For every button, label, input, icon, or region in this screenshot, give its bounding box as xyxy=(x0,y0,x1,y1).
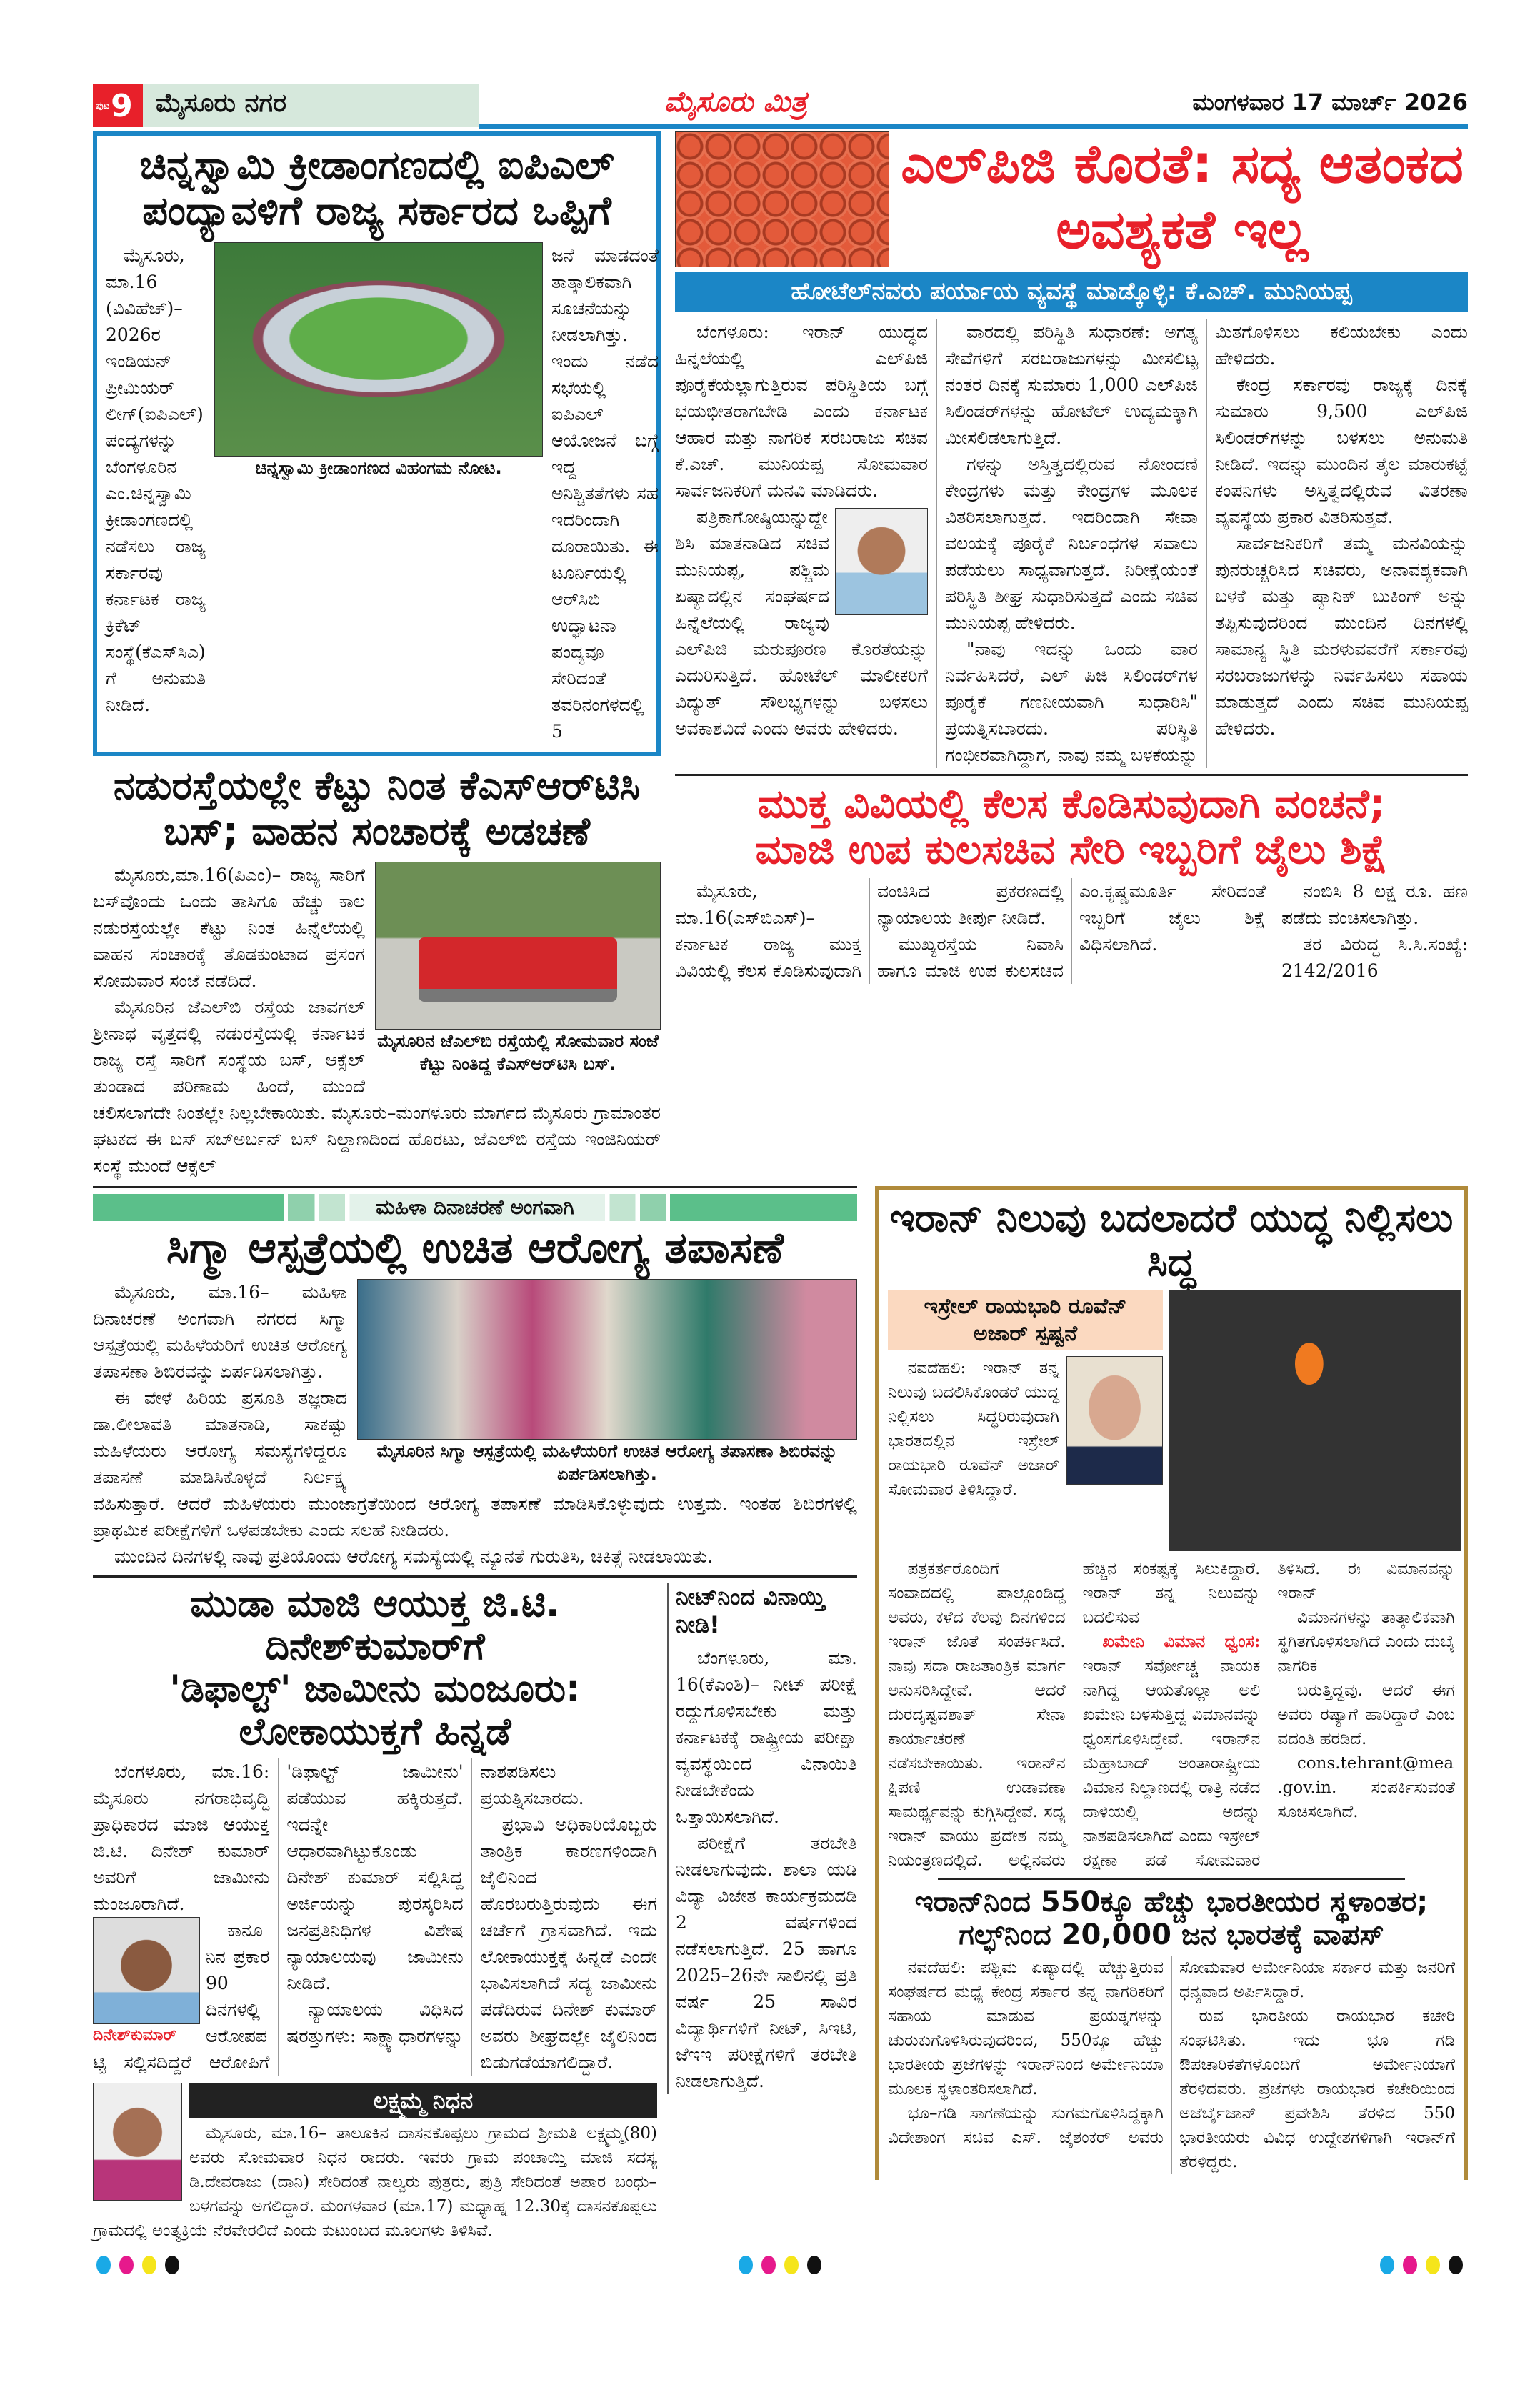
bus-headline: ನಡುರಸ್ತೆಯಲ್ಲೇ ಕೆಟ್ಟು ನಿಂತ ಕೆಎಸ್‌ಆರ್‌ಟಿಸಿ ಬಸ್; ವಾಹನ ಸಂಚಾರಕ್ಕೆ ಅಡಚಣೆ xyxy=(113,762,641,854)
page-number-badge xyxy=(93,84,143,127)
sigma-paragraph: ಮುಂದಿನ ದಿನಗಳಲ್ಲಿ ನಾವು ಪ್ರತಿಯೊಂದು ಆರೋಗ್ಯ ಸಮಸ್ಯೆಯಲ್ಲಿ ನ್ಯೂನತೆ ಗುರುತಿಸಿ, ಚಿಕಿತ್ಸೆ ನೀಡಲಾಯಿತು. xyxy=(114,1545,714,1567)
vv-paragraph: ನಂಬಿಸಿ 8 ಲಕ್ಷ ರೂ. ಹಣ ಪಡೆದು ವಂಚಿಸಲಾಗಿತ್ತು. xyxy=(1281,880,1468,928)
lpg-paragraph: ಸಾರ್ವಜನಿಕರಿಗೆ ತಮ್ಮ ಮನವಿಯನ್ನು ಪುನರುಚ್ಚರಿಸಿದ ಸಚಿವರು, ಅನಾವಶ್ಯಕವಾಗಿ ಬಳಕೆ ಮತ್ತು ಪ್ಯಾನಿಕ್ ಬುಕಿಂಗ್ ಅನ್ನು ತಪ್ಪಿಸುವುದರಿಂದ ಮುಂದಿನ ದಿನಗಳಲ್ಲಿ ಸಾಮಾನ್ಯ ಸ್ಥಿತಿ ಮರಳುವವರೆಗೆ ಸರ್ಕಾರವು ಸರಬರಾಜುಗಳನ್ನು ನಿರ್ವಹಿಸಲು ಸಹಾಯ ಮಾಡುತ್ತದೆ ಎಂದು ಸಚಿವ ಮುನಿಯಪ್ಪ ಹೇಳಿದರು. xyxy=(1215,533,1468,739)
lpg-headline: ಎಲ್‌ಪಿಜಿ ಕೊರತೆ: ಸದ್ಯ ಆತಂಕದ ಅವಶ್ಯಕತೆ ಇಲ್ಲ xyxy=(901,134,1464,261)
divider xyxy=(675,774,1468,776)
sigma-paragraph: ಮೈಸೂರು, ಮಾ.16– ಮಹಿಳಾ ದಿನಾಚರಣೆ ಅಂಗವಾಗಿ ನಗರದ ಸಿಗ್ಮಾ ಆಸ್ಪತ್ರೆಯಲ್ಲಿ ಮಹಿಳೆಯರಿಗೆ ಉಚಿತ ಆರೋಗ್ಯ ತಪಾಸಣಾ ಶಿಬಿರವನ್ನು ಏರ್ಪಡಿಸಲಾಗಿತ್ತು. xyxy=(93,1281,347,1382)
muda-paragraph: ನ್ಯಾಯಾಲಯ ವಿಧಿಸಿದ ಷರತ್ತುಗಳು: ಸಾಕ್ಷ್ಯಾಧಾರಗಳನ್ನು ನಾಶಪಡಿಸಲು ಪ್ರಯತ್ನಿಸಬಾರದು. xyxy=(286,1761,584,2046)
muda-headline-2: 'ಡಿಫಾಲ್ಟ್' ಜಾಮೀನು ಮಂಜೂರು: ಲೋಕಾಯುಕ್ತಗೆ ಹಿನ್ನಡೆ xyxy=(169,1668,581,1754)
obituary-title: ಲಕ್ಷ್ಮಮ್ಮ ನಿಧನ xyxy=(189,2083,657,2118)
neet-headline: ನೀಟ್‌ನಿಂದ ವಿನಾಯ್ತಿ ನೀಡಿ! xyxy=(676,1583,825,1638)
lpg-cylinders-photo xyxy=(675,131,889,267)
stadium-photo xyxy=(214,242,543,457)
evac-headline-2: ಗಲ್ಫ್‌ನಿಂದ 20,000 ಜನ ಭಾರತಕ್ಕೆ ವಾಪಸ್ xyxy=(959,1918,1384,1951)
muda-article xyxy=(93,1583,657,2243)
vv-paragraph: ಮೈಸೂರು, ಮಾ.16(ಎಸ್‌ಬಿಎಸ್)– ಕರ್ನಾಟಕ ರಾಜ್ಯ ಮುಕ್ತ ವಿವಿಯಲ್ಲಿ ಕೆಲಸ ಕೊಡಿಸುವುದಾಗಿ ವಂಚಿಸಿದ ಪ್ರಕರಣದಲ್ಲಿ ನ್ಯಾಯಾಲಯ ತೀರ್ಪು ನೀಡಿದೆ. xyxy=(675,880,1064,981)
evac-paragraph: ಭೂ–ಗಡಿ ಸಾಗಣೆಯನ್ನು ಸುಗಮಗೊಳಿಸಿದ್ದಕ್ಕಾಗಿ ವಿದೇಶಾಂಗ ಸಚಿವ ಎಸ್. ಜೈಶಂಕರ್ ಅವರು ಸೋಮವಾರ ಅರ್ಮೇನಿಯಾ ಸರ್ಕಾರ ಮತ್ತು ಜನರಿಗೆ ಧನ್ಯವಾದ ಅರ್ಪಿಸಿದ್ದಾರೆ. xyxy=(888,1958,1455,2147)
divider xyxy=(93,1186,857,1188)
evac-paragraph: ರುವ ಭಾರತೀಯ ರಾಯಭಾರ ಕಚೇರಿ ಸಂಘಟಿಸಿತು. ಇದು ಭೂ ಗಡಿ ಔಪಚಾರಿಕತೆಗಳೊಂದಿಗೆ ಅರ್ಮೇನಿಯಾಗೆ ತೆರಳಿದವರು. ಪ್ರಜೆಗಳು ರಾಯಭಾರ ಕಚೇರಿಯಿಂದ ಅಜೆರ್ಬೈಜಾನ್ ಪ್ರವೇಶಿಸಿ ತೆರಳಿದ 550 ಭಾರತೀಯರು ವಿವಿಧ ಉದ್ದೇಶಗಳಿಗಾಗಿ ಇರಾನ್‌ಗೆ ತೆರಳಿದ್ದರು. xyxy=(1179,2006,1455,2171)
newspaper-logo: ಮೈಸೂರು ಮಿತ್ರ xyxy=(664,86,807,119)
page-number: 9 xyxy=(111,87,133,124)
muda-paragraph: ಕಾನೂನಿನ ಪ್ರಕಾರ 90 ದಿನಗಳಲ್ಲಿ ಆರೋಪಪಟ್ಟಿ ಸಲ್ಲಿಸದಿದ್ದರೆ ಆರೋಪಿಗೆ 'ಡಿಫಾಲ್ಟ್ ಜಾಮೀನು' ಪಡೆಯುವ ಹಕ್ಕಿರುತ್ತದೆ. ಇದನ್ನೇ ಆಧಾರವಾಗಿಟ್ಟುಕೊಂಡು ದಿನೇಶ್ ಕುಮಾರ್ ಸಲ್ಲಿಸಿದ್ದ ಅರ್ಜಿಯನ್ನು ಪುರಸ್ಕರಿಸಿದ ಜನಪ್ರತಿನಿಧಿಗಳ ವಿಶೇಷ ನ್ಯಾಯಾಲಯವು ಜಾಮೀನು ನೀಡಿದೆ. xyxy=(93,1761,464,2073)
iran-paragraph: ಬರುತ್ತಿದ್ದವು. ಆದರೆ ಈಗ ಅವರು ರಷ್ಯಾಗೆ ಹಾರಿದ್ದಾರೆ ಎಂಬ ವದಂತಿ ಹರಡಿದೆ. xyxy=(1277,1680,1455,1748)
sigma-caption: ಮೈಸೂರಿನ ಸಿಗ್ಮಾ ಆಸ್ಪತ್ರೆಯಲ್ಲಿ ಮಹಿಳೆಯರಿಗೆ ಉಚಿತ ಆರೋಗ್ಯ ತಪಾಸಣಾ ಶಿಬಿರವನ್ನು ಏರ್ಪಡಿಸಲಾಗಿತ್ತು. xyxy=(376,1440,838,1484)
right-column-top xyxy=(675,131,1468,984)
lpg-subhead: ಹೋಟೆಲ್‌ನವರು ಪರ್ಯಾಯ ವ್ಯವಸ್ಥೆ ಮಾಡ್ಕೊಳ್ಳಿ: ಕೆ.ಎಚ್. ಮುನಿಯಪ್ಪ xyxy=(675,272,1468,312)
sigma-headline: ಸಿಗ್ಮಾ ಆಸ್ಪತ್ರೆಯಲ್ಲಿ ಉಚಿತ ಆರೋಗ್ಯ ತಪಾಸಣೆ xyxy=(166,1223,784,1273)
iran-headline: ಇರಾನ್ ನಿಲುವು ಬದಲಾದರೆ ಯುದ್ಧ ನಿಲ್ಲಿಸಲು ಸಿದ್ಧ xyxy=(889,1195,1454,1285)
iran-paragraph: ಪತ್ರಕರ್ತರೊಂದಿಗೆ ಸಂವಾದದಲ್ಲಿ ಪಾಲ್ಗೊಂಡಿದ್ದ ಅವರು, ಕಳೆದ ಕೆಲವು ದಿನಗಳಿಂದ ಇರಾನ್ ಜೊತೆ ಸಂಪರ್ಕಿಸಿದೆ. ನಾವು ಸದಾ ರಾಜತಾಂತ್ರಿಕ ಮಾರ್ಗ ಅನುಸರಿಸಿದ್ದೇವೆ. ಆದರೆ ದುರದೃಷ್ಟವಶಾತ್ ಸೇನಾ ಕಾರ್ಯಾಚರಣೆ ನಡೆಸಬೇಕಾಯಿತು. ಇರಾನ್‌ನ ಕ್ಷಿಪಣಿ ಉಡಾವಣಾ ಸಾಮರ್ಥ್ಯವನ್ನು ಕುಗ್ಗಿಸಿದ್ದೇವೆ. ಸದ್ಯ ಇರಾನ್ ವಾಯು ಪ್ರದೇಶ ನಮ್ಮ ನಿಯಂತ್ರಣದಲ್ಲಿದೆ. ಅಲ್ಲಿನವರು ಹೆಚ್ಚಿನ ಸಂಕಷ್ಟಕ್ಕೆ ಸಿಲುಕಿದ್ದಾರೆ. ಇರಾನ್ ತನ್ನ ನಿಲುವನ್ನು ಬದಲಿಸುವ xyxy=(888,1559,1261,1870)
section-label: ಮೈಸೂರು ನಗರ xyxy=(143,84,479,127)
airport-fire-photo xyxy=(1169,1290,1461,1551)
vv-paragraph: ಮುಖ್ಯರಸ್ತೆಯ ನಿವಾಸಿ ಹಾಗೂ ಮಾಜಿ ಉಪ ಕುಲಸಚಿವ ಎಂ.ಕೃಷ್ಣಮೂರ್ತಿ ಸೇರಿದಂತೆ ಇಬ್ಬರಿಗೆ ಜೈಲು ಶಿಕ್ಷೆ ವಿಧಿಸಲಾಗಿದೆ. xyxy=(877,880,1266,981)
iran-subsection-label: ಖಮೇನಿ ವಿಮಾನ ಧ್ವಂಸ: xyxy=(1102,1631,1261,1651)
lpg-paragraph: ವಾರದಲ್ಲಿ ಪರಿಸ್ಥಿತಿ ಸುಧಾರಣೆ: ಅಗತ್ಯ ಸೇವೆಗಳಿಗೆ ಸರಬರಾಜುಗಳನ್ನು ಮೀಸಲಿಟ್ಟ ನಂತರ ದಿನಕ್ಕೆ ಸುಮಾರು 1,000 ಎಲ್‌ಪಿಜಿ ಸಿಲಿಂಡರ್‌ಗಳನ್ನು ಹೋಟೆಲ್ ಉದ್ಯಮಕ್ಕಾಗಿ ಮೀಸಲಿಡಲಾಗುತ್ತಿದೆ. xyxy=(945,322,1198,448)
registration-marks-left xyxy=(96,2256,188,2277)
ipl-headline: ಚಿನ್ನಸ್ವಾಮಿ ಕ್ರೀಡಾಂಗಣದಲ್ಲಿ ಐಪಿಎಲ್ ಪಂದ್ಯಾವಳಿಗೆ ರಾಜ್ಯ ಸರ್ಕಾರದ ಒಪ್ಪಿಗೆ xyxy=(139,142,614,235)
registration-marks-right xyxy=(1380,2256,1471,2277)
obituary xyxy=(93,2083,657,2243)
vv-paragraph: ತರ ವಿರುದ್ಧ ಸಿ.ಸಿ.ಸಂಖ್ಯೆ: 2142/2016 xyxy=(1281,933,1468,981)
divider xyxy=(93,1575,857,1578)
vv-headline-1: ಮುಕ್ತ ವಿವಿಯಲ್ಲಿ ಕೆಲಸ ಕೊಡಿಸುವುದಾಗಿ ವಂಚನೆ; xyxy=(757,781,1386,827)
lpg-paragraph: ಪತ್ರಿಕಾಗೋಷ್ಠಿಯನ್ನುದ್ದೇಶಿಸಿ ಮಾತನಾಡಿದ ಸಚಿವ ಮುನಿಯಪ್ಪ, ಪಶ್ಚಿಮ ಏಷ್ಯಾದಲ್ಲಿನ ಸಂಘರ್ಷದ ಹಿನ್ನೆಲೆಯಲ್ಲಿ ರಾಜ್ಯವು ಎಲ್‌ಪಿಜಿ ಮರುಪೂರಣ ಕೊರತೆಯನ್ನು ಎದುರಿಸುತ್ತಿದೆ. ಹೋಟೆಲ್ ಮಾಲೀಕರಿಗೆ ವಿದ್ಯುತ್ ಸೌಲಭ್ಯಗಳನ್ನು ಬಳಸಲು ಅವಕಾಶವಿದೆ ಎಂದು ಅವರು ಹೇಳಿದರು. xyxy=(675,507,928,739)
health-camp-photo xyxy=(357,1279,857,1440)
header-rule xyxy=(479,124,1468,129)
iran-paragraph: ವಿಮಾನಗಳನ್ನು ತಾತ್ಕಾಲಿಕವಾಗಿ ಸ್ಥಗಿತಗೊಳಿಸಲಾಗಿದೆ ಎಂದು ದುಬೈ ನಾಗರಿಕ xyxy=(1277,1608,1455,1675)
sigma-kicker: ಮಹಿಳಾ ದಿನಾಚರಣೆ ಅಂಗವಾಗಿ xyxy=(376,1195,574,1219)
issue-date: ಮಂಗಳವಾರ 17 ಮಾರ್ಚ್ 2026 xyxy=(1192,89,1468,116)
muda-paragraph: ಬೆಂಗಳೂರು, ಮಾ.16: ಮೈಸೂರು ನಗರಾಭಿವೃದ್ಧಿ ಪ್ರಾಧಿಕಾರದ ಮಾಜಿ ಆಯುಕ್ತ ಜಿ.ಟಿ. ದಿನೇಶ್ ಕುಮಾರ್ ಅವರಿಗೆ ಜಾಮೀನು ಮಂಜೂರಾಗಿದೆ. xyxy=(93,1761,270,1914)
evac-paragraph: ನವದೆಹಲಿ: ಪಶ್ಚಿಮ ಏಷ್ಯಾದಲ್ಲಿ ಹೆಚ್ಚುತ್ತಿರುವ ಸಂಘರ್ಷದ ಮಧ್ಯೆ ಕೇಂದ್ರ ಸರ್ಕಾರ ತನ್ನ ನಾಗರಿಕರಿಗೆ ಸಹಾಯ ಮಾಡುವ ಪ್ರಯತ್ನಗಳನ್ನು ಚುರುಕುಗೊಳಿಸಿರುವುದರಿಂದ, 550ಕ್ಕೂ ಹೆಚ್ಚು ಭಾರತೀಯ ಪ್ರಜೆಗಳನ್ನು ಇರಾನ್‌ನಿಂದ ಅರ್ಮೇನಿಯಾ ಮೂಲಕ ಸ್ಥಳಾಂತರಿಸಲಾಗಿದೆ. xyxy=(888,1958,1164,2098)
lpg-body xyxy=(675,319,1468,768)
sigma-paragraph: ಈ ವೇಳೆ ಹಿರಿಯ ಪ್ರಸೂತಿ ತಜ್ಞರಾದ ಡಾ.ಲೀಲಾವತಿ ಮಾತನಾಡಿ, ಸಾಕಷ್ಟು ಮಹಿಳೆಯರು ಆರೋಗ್ಯ ಸಮಸ್ಯೆಗಳಿದ್ದರೂ ತಪಾಸಣೆ ಮಾಡಿಸಿಕೊಳ್ಳದೆ ನಿರ್ಲಕ್ಷ್ಯ ವಹಿಸುತ್ತಾರೆ. ಆದರೆ ಮಹಿಳೆಯರು ಮುಂಜಾಗ್ರತೆಯಿಂದ ಆರೋಗ್ಯ ತಪಾಸಣೆ ಮಾಡಿಸಿಕೊಳ್ಳುವುದು ಉತ್ತಮ. ಇಂತಹ ಶಿಬಿರಗಳಲ್ಲಿ ಪ್ರಾಥಮಿಕ ಪರೀಕ್ಷೆಗಳಿಗೆ ಒಳಪಡಬೇಕು ಎಂದು ಸಲಹೆ ನೀಡಿದರು. xyxy=(93,1387,857,1540)
vv-headline-2: ಮಾಜಿ ಉಪ ಕುಲಸಚಿವ ಸೇರಿ ಇಬ್ಬರಿಗೆ ಜೈಲು ಶಿಕ್ಷೆ xyxy=(755,827,1388,874)
dineshkumar-caption: ದಿನೇಶ್‌ಕುಮಾರ್ xyxy=(93,2025,177,2044)
stadium-caption: ಚಿನ್ನಸ್ವಾಮಿ ಕ್ರೀಡಾಂಗಣದ ವಿಹಂಗಮ ನೋಟ. xyxy=(255,457,502,478)
iran-lead: ನವದೆಹಲಿ: ಇರಾನ್ ತನ್ನ ನಿಲುವು ಬದಲಿಸಿಕೊಂಡರೆ ಯುದ್ಧ ನಿಲ್ಲಿಸಲು ಸಿದ್ಧರಿರುವುದಾಗಿ ಭಾರತದಲ್ಲಿನ ಇಸ್ರೇಲ್ ರಾಯಭಾರಿ ರೂವೆನ್ ಅಜಾರ್ ಸೋಮವಾರ ತಿಳಿಸಿದ್ದಾರೆ. xyxy=(888,1358,1059,1499)
left-column-top xyxy=(93,131,661,1179)
dineshkumar-photo xyxy=(93,1917,200,2024)
ipl-body-left: ಮೈಸೂರು, ಮಾ.16 (ವಿವಿಹೆಚ್)– 2026ರ ಇಂಡಿಯನ್ ಪ್ರೀಮಿಯರ್ ಲೀಗ್(ಐಪಿಎಲ್) ಪಂದ್ಯಗಳನ್ನು ಬೆಂಗಳೂರಿನ ಎಂ.ಚಿನ್ನಸ್ವಾಮಿ ಕ್ರೀಡಾಂಗಣದಲ್ಲಿ ನಡೆಸಲು ರಾಜ್ಯ ಸರ್ಕಾರವು ಕರ್ನಾಟಕ ರಾಜ್ಯ ಕ್ರಿಕೆಟ್ ಸಂಸ್ಥೆ(ಕೆಎಸ್‌ಸಿಎ)ಗೆ ಅನುಮತಿ ನೀಡಿದೆ. xyxy=(106,244,206,715)
registration-marks xyxy=(96,2256,1471,2277)
neet-paragraph: ಬೆಂಗಳೂರು, ಮಾ. 16(ಕೆಎಂಶಿ)– ನೀಟ್ ಪರೀಕ್ಷೆ ರದ್ದುಗೊಳಿಸಬೇಕು ಮತ್ತು ಕರ್ನಾಟಕಕ್ಕೆ ರಾಷ್ಟ್ರೀಯ ಪರೀಕ್ಷಾ ವ್ಯವಸ್ಥೆಯಿಂದ ವಿನಾಯಿತಿ ನೀಡಬೇಕೆಂದು ಒತ್ತಾಯಿಸಲಾಗಿದೆ. xyxy=(676,1647,857,1827)
vv-article xyxy=(675,782,1468,984)
iran-box xyxy=(875,1186,1468,2180)
bus-paragraph: ಮೈಸೂರಿನ ಜೆಎಲ್‌ಬಿ ರಸ್ತೆಯ ಜಾವಗಲ್ ಶ್ರೀನಾಥ ವೃತ್ತದಲ್ಲಿ ನಡುರಸ್ತೆಯಲ್ಲಿ ಕರ್ನಾಟಕ ರಾಜ್ಯ ರಸ್ತೆ ಸಾರಿಗೆ ಸಂಸ್ಥೆಯ ಬಸ್, ಆಕ್ಸೆಲ್ ತುಂಡಾದ ಪರಿಣಾಮ ಹಿಂದೆ, ಮುಂದೆ ಚಲಿಸಲಾಗದೇ ನಿಂತಲ್ಲೇ ನಿಲ್ಲಬೇಕಾಯಿತು. ಮೈಸೂರು–ಮಂಗಳೂರು ಮಾರ್ಗದ ಮೈಸೂರು ಗ್ರಾಮಾಂತರ ಘಟಕದ ಈ ಬಸ್ ಸಬ್‌ಅರ್ಬನ್ ಬಸ್ ನಿಲ್ದಾಣದಿಂದ ಹೊರಟು, ಜೆಎಲ್‌ಬಿ ರಸ್ತೆಯ ಇಂಜಿನಿಯರ್ ಸಂಸ್ಥೆ ಮುಂದೆ ಆಕ್ಸೆಲ್ xyxy=(93,996,661,1176)
minister-photo xyxy=(835,508,928,615)
top-row xyxy=(93,131,1468,1179)
ipl-body-right: ಜನೆ ಮಾಡದಂತೆ ತಾತ್ಕಾಲಿಕವಾಗಿ ಸೂಚನೆಯನ್ನು ನೀಡಲಾಗಿತ್ತು. ಇಂದು ನಡೆದ ಸಭೆಯಲ್ಲಿ ಐಪಿಎಲ್ ಆಯೋಜನೆ ಬಗ್ಗೆ ಇದ್ದ ಅನಿಶ್ಚಿತತೆಗಳು ಸಹ ಇದರಿಂದಾಗಿ ದೂರಾಯಿತು. ಈ ಟೂರ್ನಿಯಲ್ಲಿ ಆರ್‌ಸಿಬಿ ಉದ್ಘಾಟನಾ ಪಂದ್ಯವೂ ಸೇರಿದಂತೆ ತವರಿನಂಗಳದಲ್ಲಿ 5 xyxy=(551,244,659,742)
obituary-text: ಮೈಸೂರು, ಮಾ.16– ತಾಲೂಕಿನ ದಾಸನಕೊಪ್ಪಲು ಗ್ರಾಮದ ಶ್ರೀಮತಿ ಲಕ್ಷ್ಮಮ್ಮ(80) ಅವರು ಸೋಮವಾರ ನಿಧನ ರಾದರು. ಇವರು ಗ್ರಾಮ ಪಂಚಾಯ್ತಿ ಮಾಜಿ ಸದಸ್ಯ ಡಿ.ದೇವರಾಜು (ದಾನಿ) ಸೇರಿದಂತೆ ನಾಲ್ವರು ಪುತ್ರರು, ಪುತ್ರಿ ಸೇರಿದಂತೆ ಅಪಾರ ಬಂಧು–ಬಳಗವನ್ನು ಅಗಲಿದ್ದಾರೆ. ಮಂಗಳವಾರ (ಮಾ.17) ಮಧ್ಯಾಹ್ನ 12.30ಕ್ಕೆ ದಾಸನಕೊಪ್ಪಲು ಗ್ರಾಮದಲ್ಲಿ ಅಂತ್ಯಕ್ರಿಯೆ ನೆರವೇರಲಿದೆ ಎಂದು ಕುಟುಂಬದ ಮೂಲಗಳು ತಿಳಿಸಿವೆ. xyxy=(93,2123,657,2240)
ipl-article xyxy=(93,131,661,756)
page-prefix: ಪುಟ xyxy=(96,100,110,111)
iran-subhead: ಇಸ್ರೇಲ್ ರಾಯಭಾರಿ ರೂವೆನ್ ಅಜಾರ್ ಸ್ಪಷ್ಟನೆ xyxy=(888,1290,1163,1350)
bus-paragraph: ಮೈಸೂರು,ಮಾ.16(ಪಿಎಂ)– ರಾಜ್ಯ ಸಾರಿಗೆ ಬಸ್‌ವೊಂದು ಒಂದು ತಾಸಿಗೂ ಹೆಚ್ಚು ಕಾಲ ನಡುರಸ್ತೆಯಲ್ಲೇ ಕೆಟ್ಟು ನಿಂತ ಹಿನ್ನೆಲೆಯಲ್ಲಿ ವಾಹನ ಸಂಚಾರಕ್ಕೆ ತೊಡಕುಂಟಾದ ಪ್ರಸಂಗ ಸೋಮವಾರ ಸಂಜೆ ನಡೆದಿದೆ. xyxy=(93,864,365,991)
muda-headline-1: ಮುಡಾ ಮಾಜಿ ಆಯುಕ್ತ ಜಿ.ಟಿ. ದಿನೇಶ್‌ಕುಮಾರ್‌ಗೆ xyxy=(190,1582,560,1668)
lpg-paragraph: ಕೇಂದ್ರ ಸರ್ಕಾರವು ರಾಜ್ಯಕ್ಕೆ ದಿನಕ್ಕೆ ಸುಮಾರು 9,500 ಎಲ್‌ಪಿಜಿ ಸಿಲಿಂಡರ್‌ಗಳನ್ನು ಬಳಸಲು ಅನುಮತಿ ನೀಡಿದೆ. ಇದನ್ನು ಮುಂದಿನ ತೈಲ ಮಾರುಕಟ್ಟೆ ಕಂಪನಿಗಳು ಅಸ್ತಿತ್ವದಲ್ಲಿರುವ ವಿತರಣಾ ವ್ಯವಸ್ಥೆಯ ಪ್ರಕಾರ ವಿತರಿಸುತ್ತವೆ. xyxy=(1215,374,1468,527)
masthead xyxy=(93,84,1468,129)
left-column-bottom xyxy=(93,1186,857,2243)
iran-subsection-text: ಇರಾನ್ ಸರ್ವೋಚ್ಚ ನಾಯಕ ನಾಗಿದ್ದ ಆಯತೊಲ್ಲಾ ಅಲಿ ಖಮೇನಿ ಬಳಸುತ್ತಿದ್ದ ವಿಮಾನವನ್ನು ಧ್ವಂಸಗೊಳಿಸಿದ್ದೇವೆ. ಇರಾನ್‌ನ ಮೆಹ್ರಾಬಾದ್ ಅಂತಾರಾಷ್ಟ್ರೀಯ ವಿಮಾನ ನಿಲ್ದಾಣದಲ್ಲಿ ರಾತ್ರಿ ನಡೆದ ದಾಳಿಯಲ್ಲಿ ಅದನ್ನು ನಾಶಪಡಿಸಲಾಗಿದೆ ಎಂದು ಇಸ್ರೇಲ್ ರಕ್ಷಣಾ ಪಡೆ ಸೋಮವಾರ ತಿಳಿಸಿದೆ. ಈ ವಿಮಾನವನ್ನು ಇರಾನ್ xyxy=(1082,1559,1455,1870)
bus-caption: ಮೈಸೂರಿನ ಜೆಎಲ್‌ಬಿ ರಸ್ತೆಯಲ್ಲಿ ಸೋಮವಾರ ಸಂಜೆ ಕೆಟ್ಟು ನಿಂತಿದ್ದ ಕೆಎಸ್‌ಆರ್‌ಟಿಸಿ ಬಸ್. xyxy=(377,1030,659,1074)
muda-paragraph: ಪ್ರಭಾವಿ ಅಧಿಕಾರಿಯೊಬ್ಬರು ತಾಂತ್ರಿಕ ಕಾರಣಗಳಿಂದಾಗಿ ಜೈಲಿನಿಂದ ಹೊರಬರುತ್ತಿರುವುದು ಈಗ ಚರ್ಚೆಗೆ ಗ್ರಾಸವಾಗಿದೆ. ಇದು ಲೋಕಾಯುಕ್ತಕ್ಕೆ ಹಿನ್ನಡೆ ಎಂದೇ ಭಾವಿಸಲಾಗಿದೆ ಸದ್ಯ ಜಾಮೀನು ಪಡೆದಿರುವ ದಿನೇಶ್ ಕುಮಾರ್ ಅವರು ಶೀಘ್ರದಲ್ಲೇ ಜೈಲಿನಿಂದ ಬಿಡುಗಡೆಯಾಗಲಿದ್ದಾರೆ. xyxy=(480,1813,657,2073)
sigma-kicker-band xyxy=(93,1194,857,1221)
registration-marks-center xyxy=(739,2256,830,2277)
ambassador-photo xyxy=(1066,1356,1163,1485)
sigma-article xyxy=(93,1279,857,1570)
bottom-row xyxy=(93,1186,1468,2243)
evac-headline-1: ಇರಾನ್‌ನಿಂದ 550ಕ್ಕೂ ಹೆಚ್ಚು ಭಾರತೀಯರ ಸ್ಥಳಾಂತರ; xyxy=(914,1885,1429,1918)
lpg-paragraph: ಬೆಂಗಳೂರು: ಇರಾನ್ ಯುದ್ಧದ ಹಿನ್ನಲೆಯಲ್ಲಿ ಎಲ್‌ಪಿಜಿ ಪೂರೈಕೆಯಲ್ಲಾಗುತ್ತಿರುವ ಪರಿಸ್ಥಿತಿಯ ಬಗ್ಗೆ ಭಯಭೀತರಾಗಬೇಡಿ ಎಂದು ಕರ್ನಾಟಕ ಆಹಾರ ಮತ್ತು ನಾಗರಿಕ ಸರಬರಾಜು ಸಚಿವ ಕೆ.ಎಚ್. ಮುನಿಯಪ್ಪ ಸೋಮವಾರ ಸಾರ್ವಜನಿಕರಿಗೆ ಮನವಿ ಮಾಡಿದರು. xyxy=(675,322,928,501)
divider xyxy=(938,1878,1405,1880)
obituary-photo xyxy=(93,2083,182,2201)
bus-article xyxy=(93,763,661,1179)
lpg-paragraph: "ನಾವು ಇದನ್ನು ಒಂದು ವಾರ ನಿರ್ವಹಿಸಿದರೆ, ಎಲ್ ಪಿಜಿ ಸಿಲಿಂಡರ್‌ಗಳ ಪೂರೈಕೆ ಗಣನೀಯವಾಗಿ ಸುಧಾರಿಸಿ" ಪ್ರಯತ್ನಿಸಬಾರದು. ಪರಿಸ್ಥಿತಿ ಗಂಭೀರವಾಗಿದ್ದಾಗ, ನಾವು ನಮ್ಮ ಬಳಕೆಯನ್ನು ಮಿತಗೊಳಿಸಲು ಕಲಿಯಬೇಕು ಎಂದು ಹೇಳಿದರು. xyxy=(945,322,1468,765)
bus-photo xyxy=(375,862,661,1030)
consulate-email: cons.tehrant@mea.gov.in. ಸಂಪರ್ಕಿಸುವಂತೆ ಸೂಚಿಸಲಾಗಿದೆ. xyxy=(1277,1753,1455,1821)
lpg-paragraph: ಗಳನ್ನು ಅಸ್ತಿತ್ವದಲ್ಲಿರುವ ನೋಂದಣಿ ಕೇಂದ್ರಗಳು ಮತ್ತು ಕೇಂದ್ರಗಳ ಮೂಲಕ ವಿತರಿಸಲಾಗುತ್ತದೆ. ಇದರಿಂದಾಗಿ ಸೇವಾ ವಲಯಕ್ಕೆ ಪೂರೈಕೆ ನಿರ್ಬಂಧಗಳ ಸವಾಲು ಪಡೆಯಲು ಸಾಧ್ಯವಾಗುತ್ತದೆ. ನಿರೀಕ್ಷೆಯಂತೆ ಪರಿಸ್ಥಿತಿ ಶೀಘ್ರ ಸುಧಾರಿಸುತ್ತದೆ ಎಂದು ಸಚಿವ ಮುನಿಯಪ್ಪ ಹೇಳಿದರು. xyxy=(945,454,1198,633)
neet-article xyxy=(667,1583,857,2094)
neet-paragraph: ಪರೀಕ್ಷೆಗೆ ತರಬೇತಿ ನೀಡಲಾಗುವುದು. ಶಾಲಾ ಯಡಿ ವಿದ್ಯಾ ವಿಜೇತ ಕಾರ್ಯಕ್ರಮದಡಿ 2 ವರ್ಷಗಳಿಂದ ನಡೆಸಲಾಗುತ್ತಿದೆ. 25 ಹಾಗೂ 2025–26ನೇ ಸಾಲಿನಲ್ಲಿ ಪ್ರತಿ ವರ್ಷ 25 ಸಾವಿರ ವಿದ್ಯಾರ್ಥಿಗಳಿಗೆ ನೀಟ್, ಸಿಇಟಿ, ಜೆಇಇ ಪರೀಕ್ಷೆಗಳಿಗೆ ತರಬೇತಿ ನೀಡಲಾಗುತ್ತಿದೆ. xyxy=(676,1832,857,2091)
